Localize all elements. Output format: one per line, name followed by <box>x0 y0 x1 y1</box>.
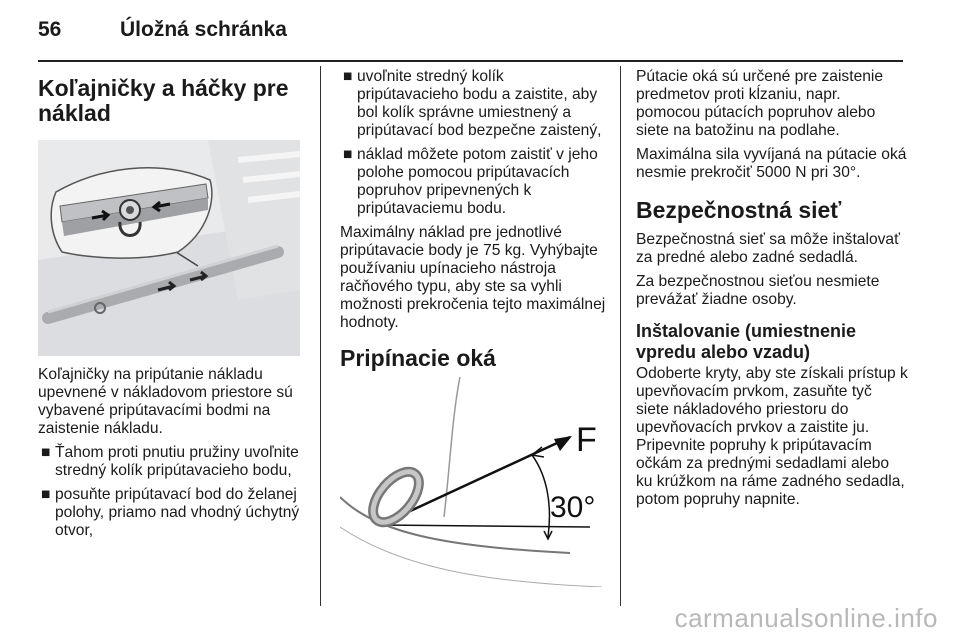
cargo-rails-steps <box>38 444 306 540</box>
column-divider-1 <box>320 66 321 606</box>
page-header <box>38 18 908 48</box>
watermark: carmanualsonline.info <box>674 603 938 633</box>
max-load-paragraph: Maximálny náklad pre jednotlivé pripútavacie body je 75 kg. Vyhýbajte používaniu upínacieho nástroja račňového typu, aby ste sa vyhli možnosti prekročenia tejto maximálnej hodnoty. <box>340 224 606 331</box>
cargo-rails-intro: Koľajničky na pripútanie nákladu upevnené v nákladovom priestore sú vybavené pripútavacími bodmi na zaistenie nákladu. <box>38 366 293 437</box>
column-3 <box>636 68 908 515</box>
safety-net-warning-paragraph: Za bezpečnostnou sieťou nesmiete prevážať žiadne osoby. <box>636 273 880 308</box>
max-force-paragraph: Maximálna sila vyvíjaná na pútacie oká nesmie prekročiť 5000 N pri 30°. <box>636 146 907 181</box>
cargo-rail-illustration <box>38 140 300 356</box>
installation-paragraph: Odoberte kryty, aby ste získali prístup k upevňovacím prvkom, zasuňte tyč siete nákladového priestoru do upevňovacích prvkov a zaistite ju. Pripevnite popruhy k pripútavacím očkám za prednými sedadlami alebo ku krúžkom na ráme zadného sedadla, potom popruhy napnite. <box>636 365 908 508</box>
angle-label: 30° <box>550 491 596 524</box>
list-item-text: náklad môžete potom zaistiť v jeho polohe pomocou pripútavacích popruhov pripevnených k pripútavaciemu bodu. <box>357 146 598 217</box>
safety-net-install-paragraph: Bezpečnostná sieť sa môže inštalovať za predné alebo zadné sedadlá. <box>636 231 900 266</box>
column-2 <box>340 68 606 587</box>
column-divider-2 <box>620 66 621 606</box>
list-item: ■ Ťahom proti pnutiu pružiny uvoľnite stredný kolík pripútavacieho bodu, <box>41 444 299 479</box>
list-item-text: Ťahom proti pnutiu pružiny uvoľnite stredný kolík pripútavacieho bodu, <box>55 444 299 479</box>
installation-subheading: Inštalovanie (umiestnenie vpredu alebo vzadu) <box>636 321 857 362</box>
list-item: ■ posuňte pripútavací bod do želanej polohy, priamo nad vhodný úchytný otvor, <box>41 486 300 539</box>
section-heading-cargo-rails: Koľajničky a háčky pre náklad <box>38 75 289 126</box>
lashing-eye-illustration <box>340 377 602 587</box>
section-heading-lashing-eyes: Pripínacie oká <box>340 345 496 371</box>
list-item-text: uvoľnite stredný kolík pripútavacieho bodu a zaistite, aby bol kolík správne umiestnený a pripútavací bod bezpečne zaistený, <box>357 68 602 139</box>
page-number: 56 <box>38 18 62 41</box>
list-item-text: posuňte pripútavací bod do želanej polohy, priamo nad vhodný úchytný otvor, <box>55 486 300 539</box>
cargo-rails-steps-continued <box>340 68 606 218</box>
list-item: ■ uvoľnite stredný kolík pripútavacieho bodu a zaistite, aby bol kolík správne umiestnený a pripútavací bod bezpečne zaistený, <box>343 68 602 139</box>
section-heading-safety-net: Bezpečnostná sieť <box>636 197 842 223</box>
force-label: F <box>576 421 597 459</box>
chapter-title: Úložná schránka <box>120 18 287 41</box>
lashing-eyes-paragraph: Pútacie oká sú určené pre zaistenie predmetov proti kĺzaniu, napr. pomocou pútacích popruhov alebo siete na batožinu na podlahe. <box>636 68 884 139</box>
list-item: ■ náklad môžete potom zaistiť v jeho polohe pomocou pripútavacích popruhov pripevnených k pripútavaciemu bodu. <box>343 146 598 217</box>
header-rule <box>38 60 903 62</box>
column-1 <box>38 68 306 546</box>
